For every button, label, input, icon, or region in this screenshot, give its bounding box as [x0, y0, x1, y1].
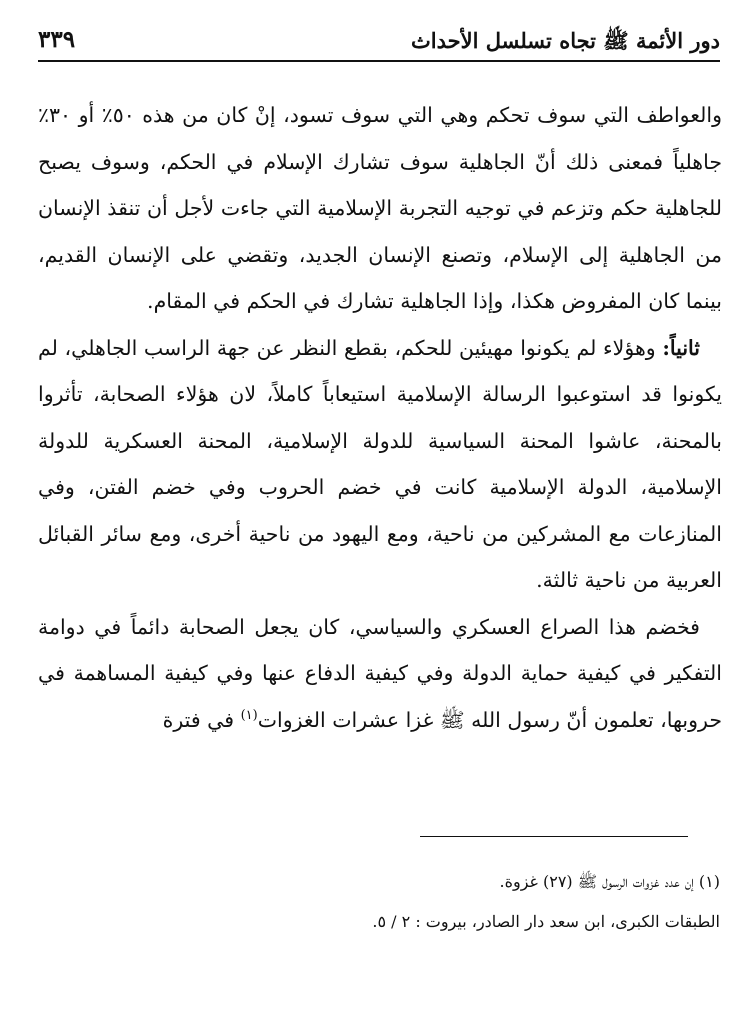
- paragraph-3: [38, 604, 722, 744]
- paragraph-2-text: وهؤلاء لم يكونوا مهيئين للحكم، بقطع النظر عن جهة الراسب الجاهلي، لم يكونوا قد استوعبوا الرسالة الإسلامية استيعاباً كاملاً، لان هؤلاء الصحابة، تأثروا بالمحنة، عاشوا المحنة السياسية للدولة الإسلامية، المحنة العسكرية للدولة الإسلامية، الدولة الإسلامية كانت في خضم الحروب وفي خضم الفتن، وفي المنازعات مع المشركين من ناحية، ومع اليهود من ناحية أخرى، ومع سائر القبائل العربية من ناحية ثالثة.: [38, 335, 722, 592]
- paragraph-1: والعواطف التي سوف تحكم وهي التي سوف تسود، إنْ كان من هذه ٥٠٪ أو ٣٠٪ جاهلياً فمعنى ذلك أنّ الجاهلية سوف تشارك الإسلام في الحكم، وسوف يصبح للجاهلية حكم وتزعم في توجيه التجربة الإسلامية التي جاءت لأجل أن تنقذ الإنسان من الجاهلية إلى الإسلام، وتصنع الإنسان الجديد، وتقضي على الإنسان القديم، بينما كان المفروض هكذا، وإذا الجاهلية تشارك في الحكم في المقام.: [38, 103, 722, 313]
- paragraph-3-text: فخضم هذا الصراع العسكري والسياسي، كان يجعل الصحابة دائماً في دوامة التفكير في كيفية حماية الدولة وفي كيفية الدفاع عنها وفي كيفية المساهمة في حروبها، تعلمون أنّ رسول الله ﷺ غزا عشرات الغزوات: [38, 614, 722, 732]
- running-title: دور الأئمة ﷺ تجاه تسلسل الأحداث: [410, 28, 720, 53]
- paragraph-3-tail: في فترة: [162, 707, 241, 732]
- footnote-1: (١) إن عدد غزوات الرسول ﷺ (٢٧) غزوة.: [499, 872, 720, 891]
- main-text: [38, 92, 722, 743]
- paragraph-2-label: ثانياً:: [662, 335, 700, 360]
- page-header: [38, 26, 720, 62]
- footnote-marker[interactable]: (١): [240, 707, 258, 723]
- footnote-divider: [420, 836, 688, 837]
- page-number: ٣٣٩: [38, 26, 76, 53]
- footnotes: [120, 862, 720, 942]
- paragraph-2: [38, 325, 722, 604]
- footnote-1-source: الطبقات الكبرى، ابن سعد دار الصادر، بيروت : ٢ / ٥.: [372, 912, 720, 931]
